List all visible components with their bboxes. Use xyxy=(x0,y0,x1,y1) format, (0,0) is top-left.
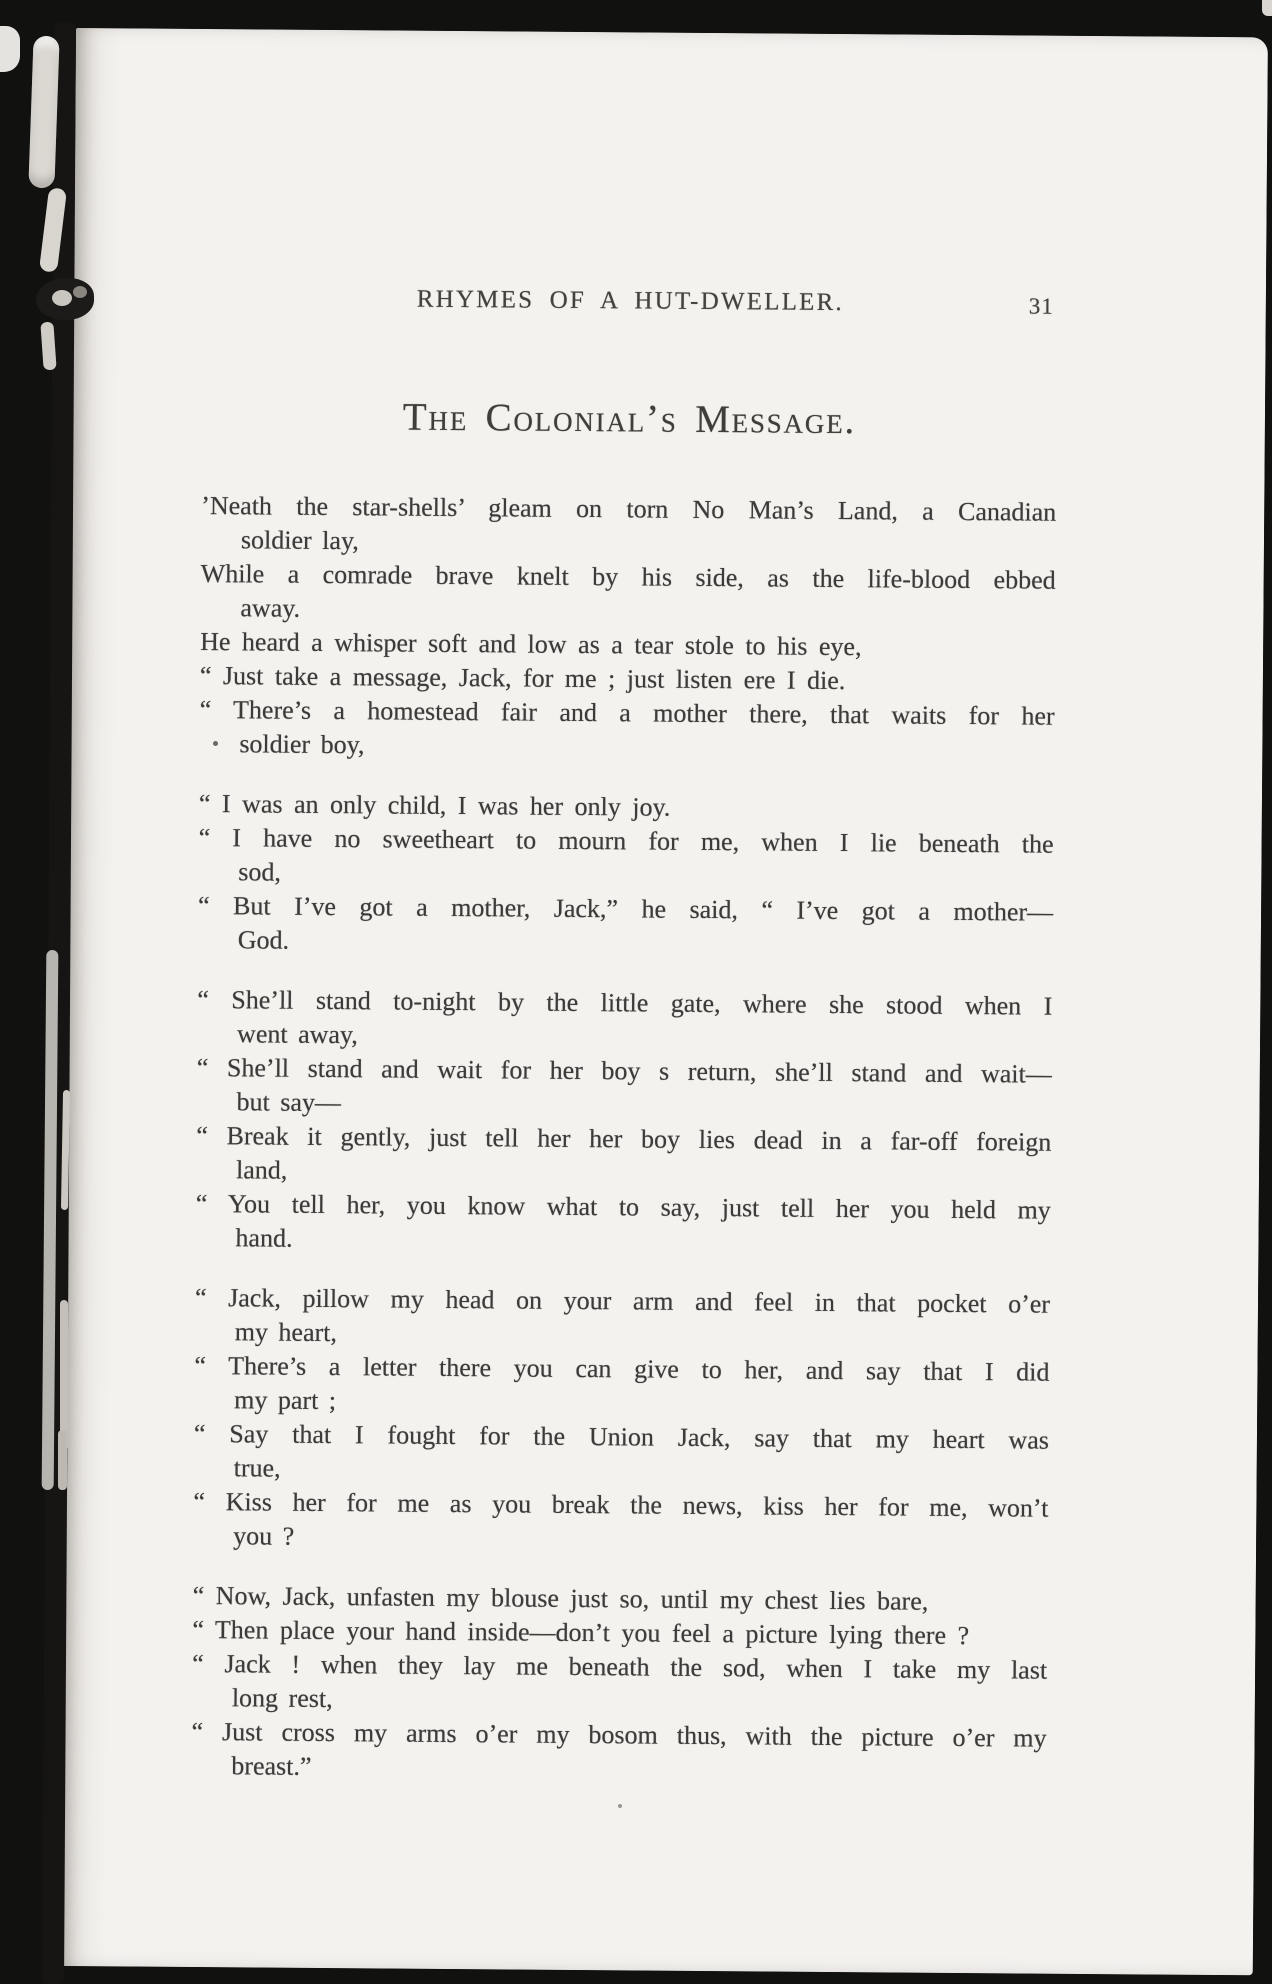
page-number: 31 xyxy=(1028,293,1054,319)
poem-line: “ Kiss her for me as you break the news, kiss her for me, won’t xyxy=(193,1486,1049,1523)
stanza xyxy=(195,983,1052,1262)
poem-line: away. xyxy=(240,593,301,623)
poem-line: true, xyxy=(233,1453,281,1483)
poem-line: “ I was an only child, I was her only joy. xyxy=(198,788,671,822)
poem-line: “ She’ll stand and wait for her boy s return, she’ll stand and wait— xyxy=(196,1052,1052,1089)
running-title: RHYMES OF A HUT-DWELLER. xyxy=(416,285,845,317)
torn-paper-fragment xyxy=(0,26,20,72)
poem-line: “ I have no sweetheart to mourn for me, when I lie beneath the xyxy=(198,822,1054,859)
poem-line: hand. xyxy=(235,1223,293,1253)
poem-line: breast.” xyxy=(231,1751,312,1781)
poem-line: “ Jack ! when they lay me beneath the sod, when I take my last xyxy=(192,1648,1048,1685)
poem-line: you ? xyxy=(233,1521,295,1551)
poem-line: soldier lay, xyxy=(240,525,359,556)
poem-line: “ You tell her, you know what to say, just tell her you held my xyxy=(195,1188,1051,1225)
poem-body xyxy=(191,489,1056,1816)
poem-line: land, xyxy=(235,1155,288,1185)
stanza xyxy=(199,489,1056,768)
poem-line: “ Break it gently, just tell her her boy lies dead in a far-off foreign xyxy=(196,1120,1052,1157)
poem-line: “ There’s a letter there you can give to her, and say that I did xyxy=(194,1350,1050,1387)
poem-line: long rest, xyxy=(231,1683,333,1714)
poem-title: The Colonial’s Message. xyxy=(402,395,857,443)
poem-line: “ Jack, pillow my head on your arm and feel in that pocket o’er xyxy=(194,1282,1051,1319)
poem-line: ’Neath the star-shells’ gleam on torn No Man’s Land, a Canadian xyxy=(201,490,1057,527)
ink-speck xyxy=(213,741,218,746)
poem-line: but say— xyxy=(236,1087,342,1118)
poem-line: “ Just take a message, Jack, for me ; just listen ere I die. xyxy=(199,660,846,696)
poem-line: “ Now, Jack, unfasten my blouse just so, until my chest lies bare, xyxy=(192,1580,929,1616)
poem-line: While a comrade brave knelt by his side, as the life-blood ebbed xyxy=(200,558,1056,595)
stanza xyxy=(193,1281,1050,1560)
adjacent-page-edge xyxy=(1262,0,1272,16)
binding-thread-knot-highlight xyxy=(52,290,72,306)
stanza xyxy=(191,1579,1048,1790)
poem-line: sod, xyxy=(238,857,282,887)
poem-line: soldier boy, xyxy=(239,729,365,760)
poem-line: “ Just cross my arms o’er my bosom thus, with the picture o’er my xyxy=(191,1716,1047,1753)
torn-paper-fragment xyxy=(60,1300,68,1450)
poem-line: my part ; xyxy=(234,1385,337,1416)
torn-paper-fragment xyxy=(58,1430,67,1490)
book-page xyxy=(61,28,1268,1975)
poem-line: God. xyxy=(237,925,290,955)
torn-paper-fragment xyxy=(28,36,59,189)
ink-speck xyxy=(618,1804,622,1808)
poem-line: “ Say that I fought for the Union Jack, say that my heart was xyxy=(193,1418,1050,1455)
stanza xyxy=(198,787,1054,964)
binding-thread-knot-highlight xyxy=(73,286,87,298)
poem-line: “ There’s a homestead fair and a mother there, that waits for her xyxy=(199,694,1055,731)
poem-line: went away, xyxy=(236,1019,358,1050)
poem-line: “ But I’ve got a mother, Jack,” he said, “ I’ve got a mother— xyxy=(197,890,1054,927)
poem-line: my heart, xyxy=(234,1317,338,1348)
poem-line: “ Then place your hand inside—don’t you feel a picture lying there ? xyxy=(192,1614,970,1651)
page-content xyxy=(191,29,1060,1781)
poem-line: He heard a whisper soft and low as a tear stole to his eye, xyxy=(200,626,862,662)
poem-line: “ She’ll stand to-night by the little gate, where she stood when I xyxy=(197,984,1053,1021)
running-header xyxy=(203,284,1058,319)
